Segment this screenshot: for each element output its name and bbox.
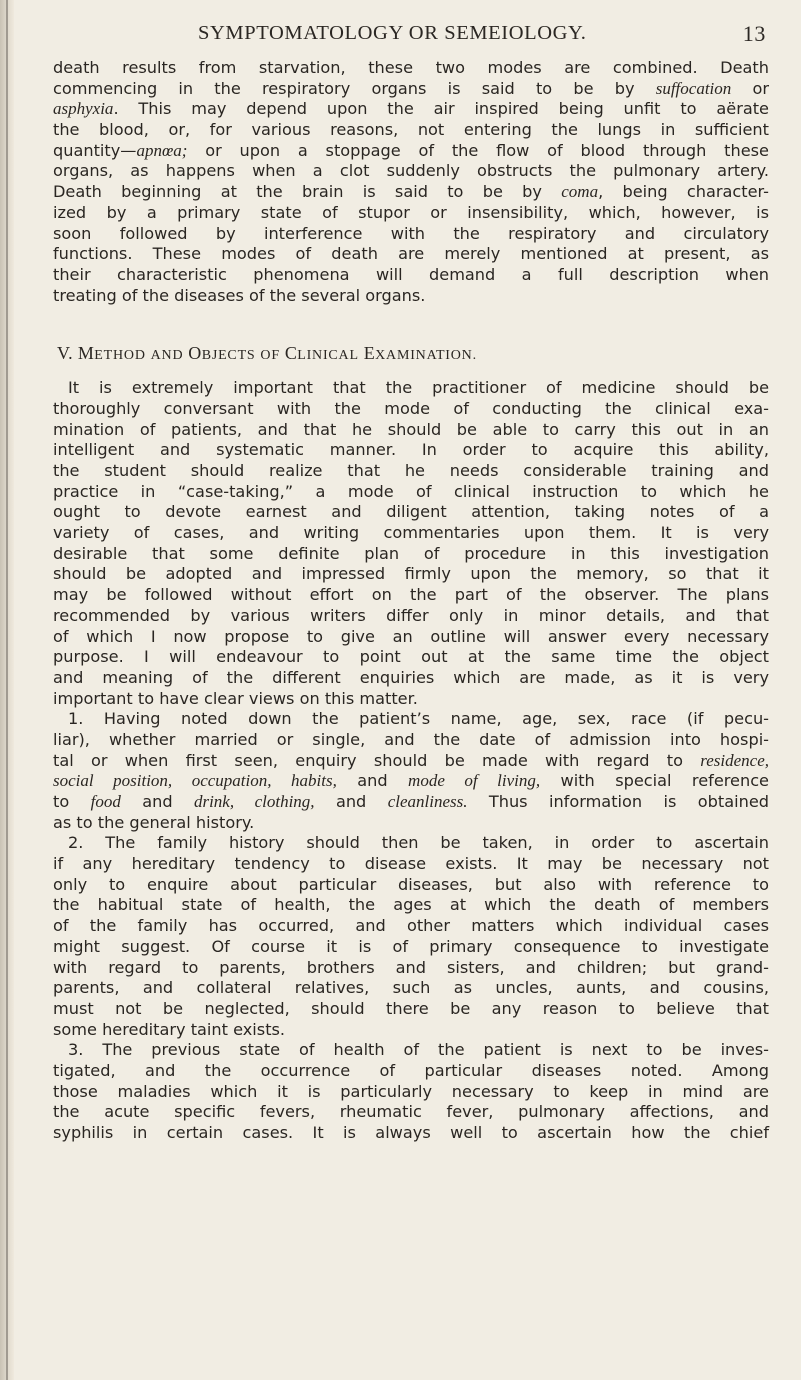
text-line: death results from starvation, these two modes are combined. Death [53, 58, 769, 77]
text-line: their characteristic phenomena will demand a full description when [53, 264, 769, 284]
spine-shadow [6, 0, 8, 1380]
text-line: important to have clear views on this matter. [53, 688, 418, 708]
text-line: tigated, and the occurrence of particular diseases noted. Among [53, 1060, 769, 1080]
text-line: tal or when first seen, enquiry should be made with regard to residence, [53, 750, 769, 770]
book-page [53, 18, 769, 1144]
text-line: mination of patients, and that he should be able to carry this out in an [53, 419, 769, 439]
text-line: recommended by various writers differ only in minor details, and that [53, 605, 769, 625]
italic-term: food [90, 792, 121, 811]
text-line: syphilis in certain cases. It is always well to ascertain how the chief [53, 1123, 769, 1142]
text-line: 2. The family history should then be taken, in order to ascertain [68, 833, 769, 853]
italic-term: asphyxia [53, 99, 114, 119]
text-line: thoroughly conversant with the mode of conducting the clinical exa- [53, 398, 769, 418]
text-line: Death beginning at the brain is said to be by coma, being character- [53, 182, 769, 202]
running-header [53, 18, 769, 58]
page-spine [0, 0, 14, 1380]
text-line: 1. Having noted down the patient’s name, age, sex, race (if pecu- [68, 709, 769, 729]
text-line: ought to devote earnest and diligent attention, taking notes of a [53, 502, 769, 522]
text-line: It is extremely important that the practitioner of medicine should be [68, 378, 769, 398]
text-line: some hereditary taint exists. [53, 1019, 286, 1039]
text-line: soon followed by interference with the respiratory and circulatory [53, 223, 769, 243]
heading-word: OBJECTS [188, 343, 256, 364]
text-line: quantity—apnœa; or upon a stoppage of the flow of blood through these [53, 140, 769, 160]
text-line: might suggest. Of course it is of primary consequence to investigate [53, 936, 769, 956]
heading-word: CLINICAL [284, 343, 359, 364]
text-line: only to enquire about particular diseases, but also with reference to [53, 874, 769, 894]
text-line: purpose. I will endeavour to point out at the same time the object [53, 647, 769, 667]
text-line: with regard to parents, brothers and sisters, and children; but grand- [53, 957, 769, 977]
text-line: as to the general history. [53, 812, 255, 832]
text-line: asphyxia. This may depend upon the air inspired being unfit to aërate [53, 99, 769, 119]
text-line: and meaning of the different enquiries which are made, as it is very [53, 667, 769, 687]
section-numeral: V. [57, 343, 73, 364]
text-line: liar), whether married or single, and the date of admission into hospi- [53, 729, 769, 749]
text-line: those maladies which it is particularly necessary to keep in mind are [53, 1081, 769, 1101]
text-line: social position, occupation, habits, and mode of living, with special reference [53, 771, 769, 791]
italic-term: residence, [700, 750, 769, 770]
heading-word: EXAMINATION. [363, 343, 477, 364]
text-line: organs, as happens when a clot suddenly obstructs the pulmonary artery. [53, 161, 769, 181]
text-line: the blood, or, for various reasons, not entering the lungs in sufficient [53, 120, 769, 140]
text-line: the student should realize that he needs considerable training and [53, 461, 769, 480]
italic-term: mode of living, [408, 771, 541, 791]
text-line: practice in “case-taking,” a mode of clinical instruction to which he [53, 481, 769, 501]
text-line: 3. The previous state of health of the patient is next to be inves- [68, 1040, 769, 1060]
italic-term: drink, clothing, [193, 792, 315, 811]
heading-word: OF [260, 348, 280, 364]
section-heading [53, 338, 769, 378]
italic-term: social position, occupation, habits, [53, 771, 337, 791]
intro-paragraph [53, 58, 769, 306]
text-line: the habitual state of health, the ages at which the death of members [53, 895, 769, 915]
text-line: parents, and collateral relatives, such as uncles, aunts, and cousins, [53, 978, 769, 998]
text-line: commencing in the respiratory organs is said to be by suffocation or [53, 78, 769, 98]
heading-word: AND [150, 348, 184, 364]
text-line: to food and drink, clothing, and cleanliness. Thus information is obtained [53, 792, 769, 811]
text-line: should be adopted and impressed firmly upon the memory, so that it [53, 564, 769, 584]
italic-term: cleanliness. [387, 792, 468, 811]
italic-term: coma [561, 182, 599, 202]
page-number: 13 [742, 21, 766, 46]
text-line: the acute specific fevers, rheumatic fever, pulmonary affections, and [53, 1102, 769, 1122]
running-title: SYMPTOMATOLOGY OR SEMEIOLOGY. [198, 22, 587, 44]
section-body [53, 378, 769, 1143]
text-line: of the family has occurred, and other matters which individual cases [53, 916, 769, 936]
text-line: treating of the diseases of the several organs. [53, 285, 426, 305]
italic-term: apnœa; [136, 140, 188, 160]
text-line: desirable that some definite plan of procedure in this investigation [53, 543, 769, 563]
text-line: ized by a primary state of stupor or insensibility, which, however, is [53, 202, 769, 222]
text-line: may be followed without effort on the part of the observer. The plans [53, 585, 769, 605]
text-line: if any hereditary tendency to disease exists. It may be necessary not [53, 854, 769, 874]
text-line: must not be neglected, should there be any reason to believe that [53, 998, 769, 1018]
text-line: functions. These modes of death are merely mentioned at present, as [53, 244, 769, 264]
heading-word: METHOD [77, 343, 146, 364]
text-line: variety of cases, and writing commentaries upon them. It is very [53, 523, 769, 543]
italic-term: suffocation [655, 78, 732, 98]
text-line: of which I now propose to give an outline will answer every necessary [53, 626, 769, 646]
text-line: intelligent and systematic manner. In order to acquire this ability, [53, 440, 769, 460]
